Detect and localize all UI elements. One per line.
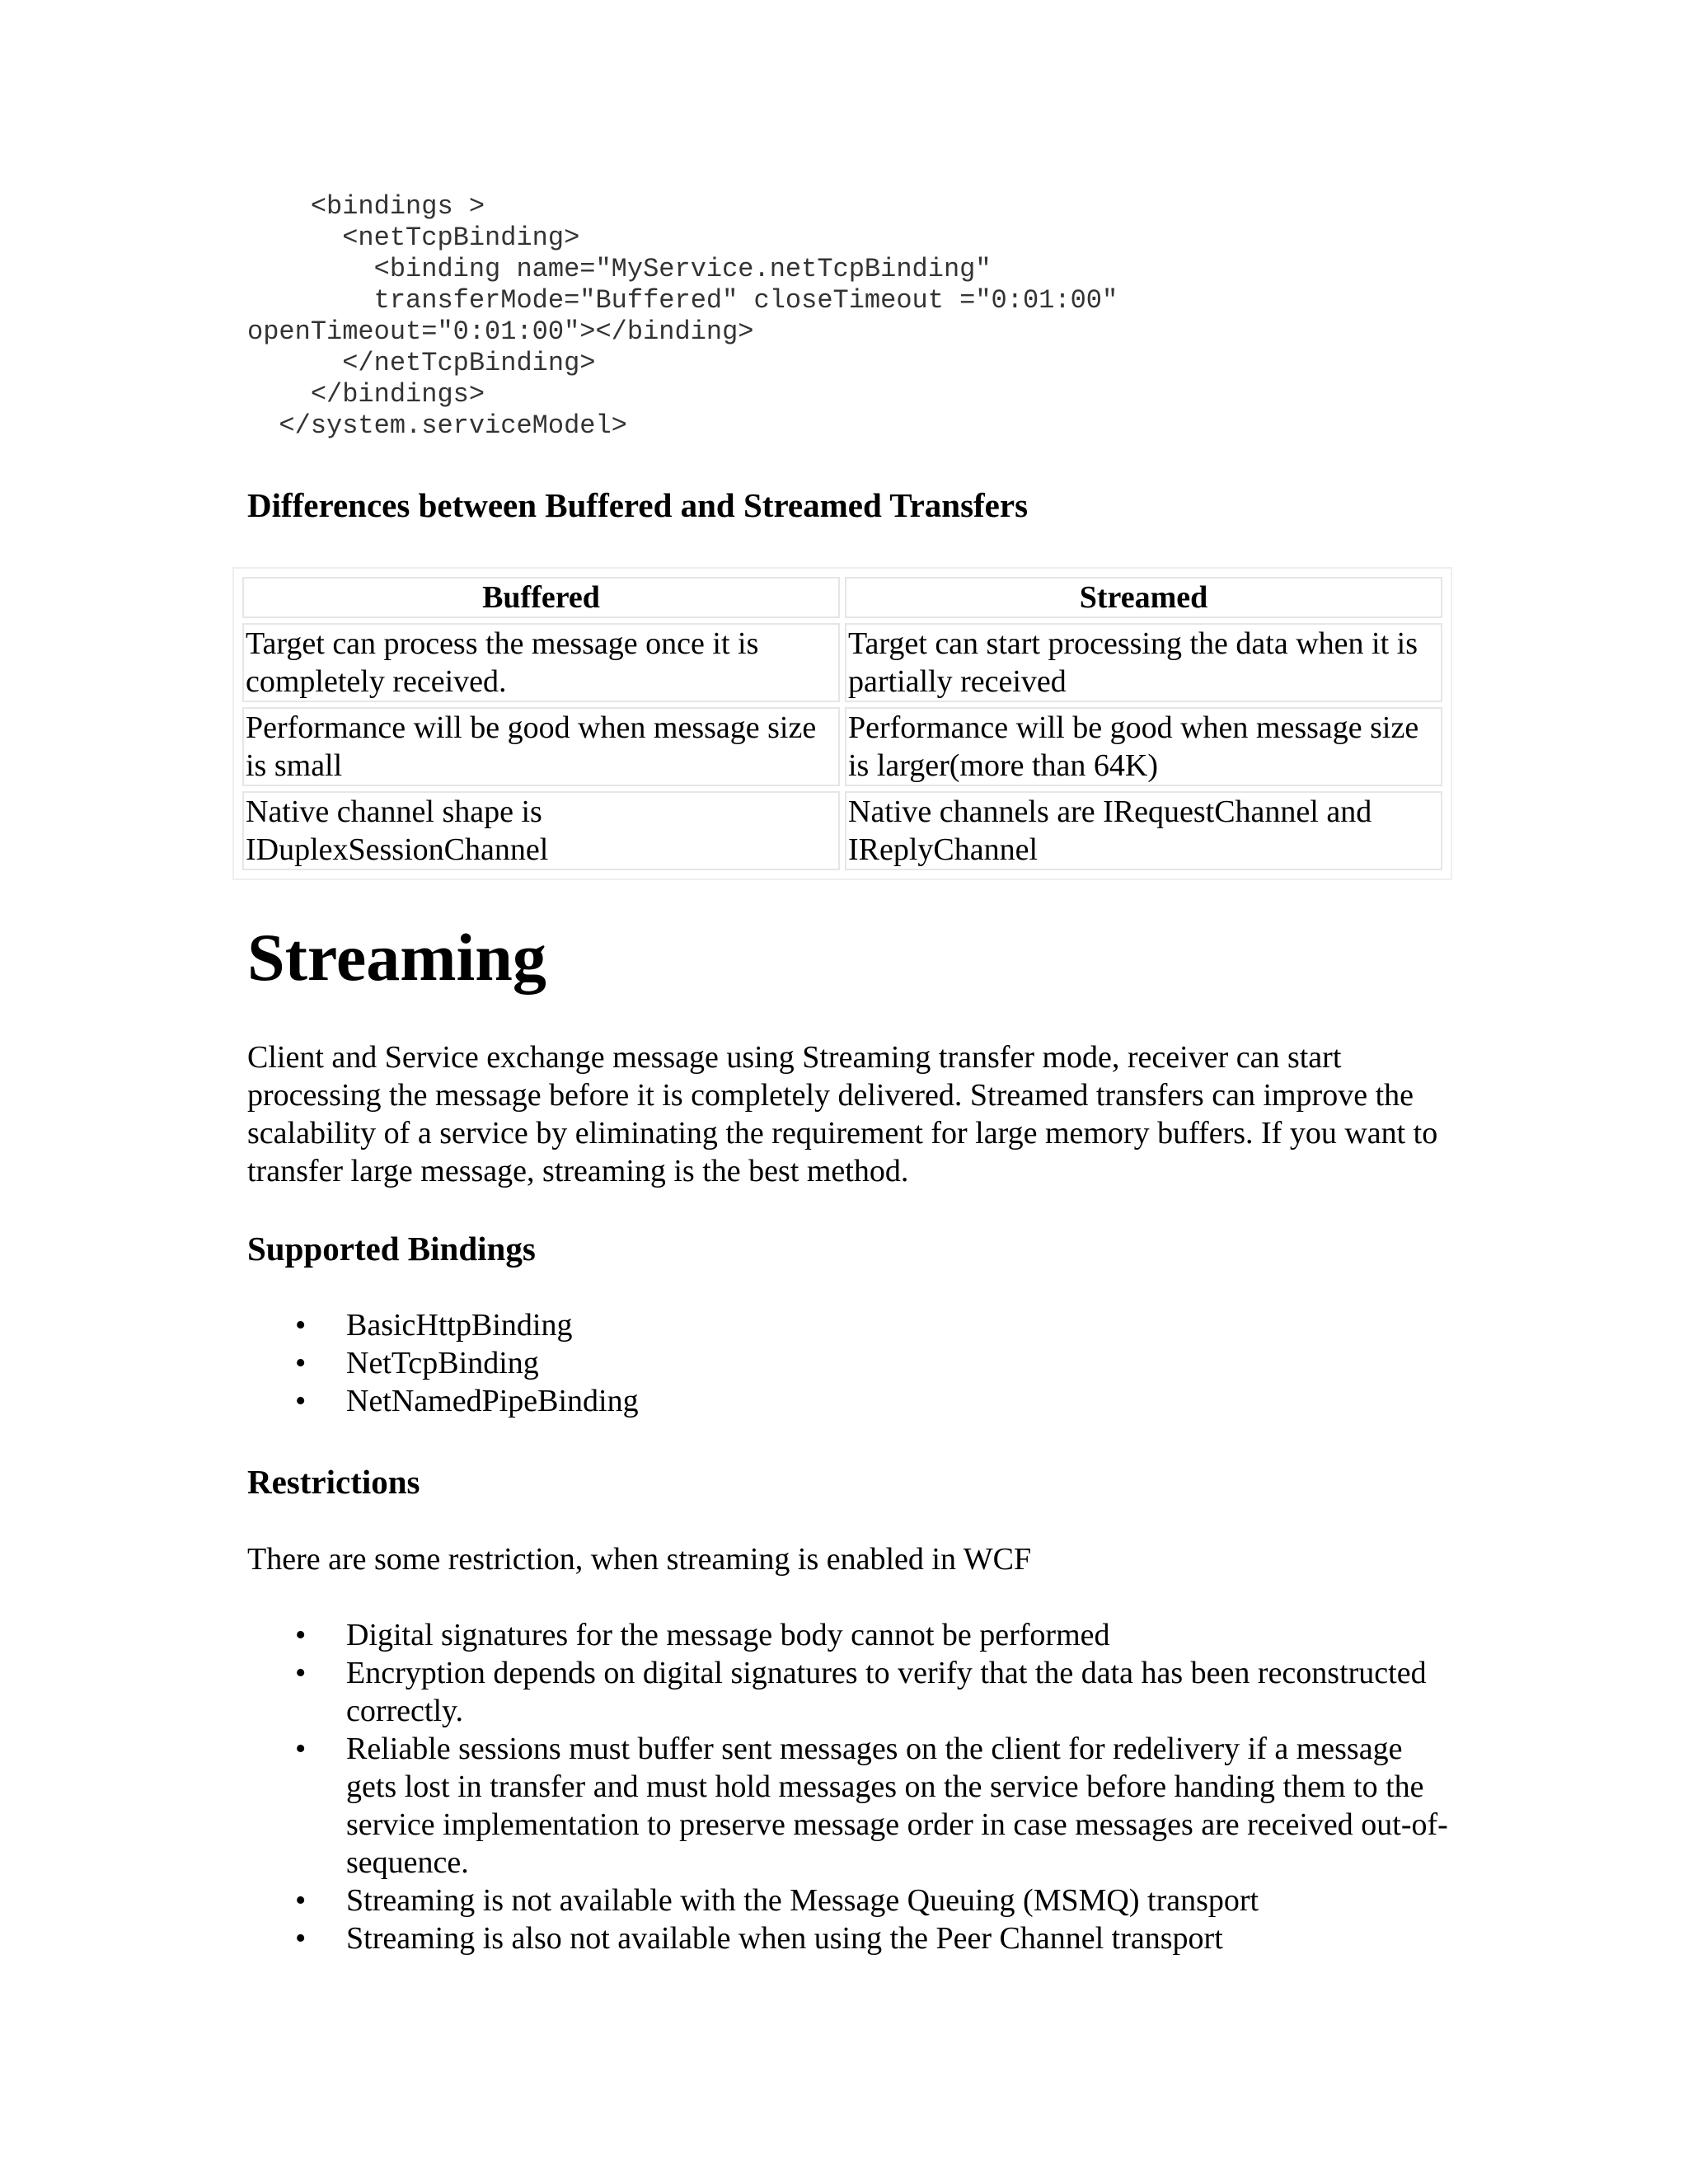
table-row (242, 623, 1442, 702)
table-cell: Native channels are IRequestChannel and IReplyChannel (845, 791, 1442, 870)
list-item-text: Reliable sessions must buffer sent messages on the client for redelivery if a message gets lost in transfer and must hold messages on the service before handing them to the service implementation to preserve message order in case messages are received out-of-sequence. (346, 1732, 1448, 1880)
differences-heading: Differences between Buffered and Streamed Transfers (247, 486, 1029, 524)
bullet-icon: • (295, 1883, 307, 1918)
code-line: <netTcpBinding> (247, 223, 580, 253)
code-line: openTimeout="0:01:00"></binding> (247, 316, 754, 347)
table-cell: Target can process the message once it is completely received. (242, 623, 840, 702)
bullet-icon: • (295, 1346, 307, 1380)
restrictions-heading: Restrictions (247, 1463, 420, 1501)
code-line: </netTcpBinding> (247, 348, 596, 378)
list-item (247, 1654, 1451, 1730)
streaming-intro: Client and Service exchange message using Streaming transfer mode, receiver can start processing the message before it is completely delivered. Streamed transfers can improve the scalability of a service by eliminating the requirement for large memory buffers. If you want to transfer large message, streaming is the best method. (247, 1040, 1438, 1188)
list-item (247, 1882, 1451, 1919)
bullet-icon: • (295, 1921, 307, 1956)
list-item (247, 1616, 1451, 1654)
code-line: transferMode="Buffered" closeTimeout ="0:01:00" (247, 285, 1118, 316)
streaming-heading: Streaming (247, 920, 546, 995)
code-line: </bindings> (247, 379, 485, 410)
code-line: <bindings > (247, 191, 485, 222)
column-header-buffered: Buffered (242, 577, 840, 618)
bullet-icon: • (295, 1656, 307, 1690)
code-line: <binding name="MyService.netTcpBinding" (247, 254, 992, 284)
list-item (247, 1306, 1451, 1344)
table-cell: Performance will be good when message size is small (242, 707, 840, 786)
table-row (242, 791, 1442, 870)
supported-bindings-heading: Supported Bindings (247, 1230, 536, 1268)
list-item (247, 1344, 1451, 1382)
differences-table-frame (232, 567, 1452, 880)
bullet-icon: • (295, 1384, 307, 1418)
table-cell: Target can start processing the data when it is partially received (845, 623, 1442, 702)
list-item-text: Digital signatures for the message body cannot be performed (346, 1618, 1110, 1652)
table-header-row (242, 577, 1442, 618)
supported-bindings-list (247, 1306, 1451, 1420)
list-item-text: NetTcpBinding (346, 1346, 539, 1380)
restrictions-intro: There are some restriction, when streaming is enabled in WCF (247, 1542, 1032, 1577)
bullet-icon: • (295, 1308, 307, 1343)
list-item-text: NetNamedPipeBinding (346, 1384, 639, 1418)
list-item-text: BasicHttpBinding (346, 1308, 573, 1343)
list-item-text: Encryption depends on digital signatures to verify that the data has been reconstructed correctly. (346, 1656, 1427, 1728)
list-item-text: Streaming is not available with the Message Queuing (MSMQ) transport (346, 1883, 1259, 1918)
table-cell: Performance will be good when message size is larger(more than 64K) (845, 707, 1442, 786)
code-block (247, 191, 1118, 442)
column-header-streamed: Streamed (845, 577, 1442, 618)
restrictions-list (247, 1616, 1451, 1957)
list-item (247, 1919, 1451, 1957)
list-item (247, 1382, 1451, 1420)
bullet-icon: • (295, 1618, 307, 1652)
bullet-icon: • (295, 1732, 307, 1766)
table-cell: Native channel shape is IDuplexSessionChannel (242, 791, 840, 870)
table-row (242, 707, 1442, 786)
list-item (247, 1730, 1451, 1882)
list-item-text: Streaming is also not available when using the Peer Channel transport (346, 1921, 1223, 1956)
code-line: </system.serviceModel> (247, 410, 627, 441)
differences-table (237, 572, 1447, 875)
